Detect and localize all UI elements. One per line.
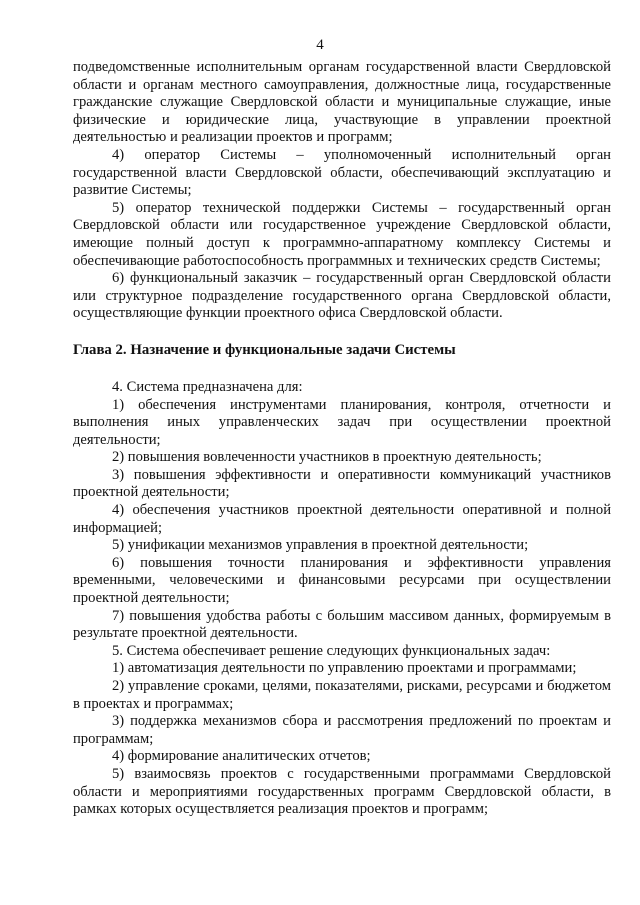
paragraph: 7) повышения удобства работы с большим массивом данных, формируемым в результате проектной деятельности. [73, 607, 611, 642]
paragraph: 4) обеспечения участников проектной деятельности оперативной и полной информацией; [73, 502, 611, 536]
paragraph: 1) обеспечения инструментами планирования, контроля, отчетности и выполнения иных управленческих задач при осуществлении проектной деятельности; [73, 396, 611, 448]
paragraph: 5. Система обеспечивает решение следующих функциональных задач: [112, 642, 551, 659]
chapter-heading: Глава 2. Назначение и функциональные задачи Системы [73, 341, 456, 358]
paragraph: 6) повышения точности планирования и эффективности управления временными, человеческими и финансовыми ресурсами при осуществлении проектной деятельности; [73, 554, 611, 607]
paragraph: 5) унификации механизмов управления в проектной деятельности; [112, 537, 529, 554]
paragraph: 6) функциональный заказчик – государственный орган Свердловской области или структурное подразделение государственного органа Свердловской области, осуществляющие функции проектного офиса Свердловской области. [73, 270, 611, 322]
paragraph: 1) автоматизация деятельности по управлению проектами и программами; [112, 660, 577, 677]
paragraph: 3) поддержка механизмов сбора и рассмотрения предложений по проектам и программам; [73, 713, 611, 747]
paragraph: 4) формирование аналитических отчетов; [112, 748, 371, 765]
paragraph: 5) оператор технической поддержки Системы – государственный орган Свердловской области или государственное учреждение Свердловской области, имеющие полный доступ к программно-аппаратному комплексу Системы и обеспечивающие работоспособность программных и технических средств Системы; [73, 199, 611, 269]
paragraph: 2) повышения вовлеченности участников в проектную деятельность; [112, 449, 542, 466]
paragraph: 5) взаимосвязь проектов с государственными программами Свердловской области и мероприятиями государственных программ Свердловской области, в рамках которых осуществляется реализация проектов и программ; [73, 765, 611, 818]
document-body [73, 59, 611, 819]
paragraph: 4. Система предназначена для: [112, 378, 303, 395]
paragraph: 3) повышения эффективности и оперативности коммуникаций участников проектной деятельности; [73, 466, 611, 501]
paragraph: подведомственные исполнительным органам государственной власти Свердловской области и органам местного самоуправления, должностные лица, государственные гражданские служащие Свердловской области и муниципальные служащие, иные физические и юридические лица, участвующие в управлении проектной деятельностью и реализации проектов и программ; [73, 59, 611, 146]
page-number: 4 [316, 37, 324, 53]
paragraph: 4) оператор Системы – уполномоченный исполнительный орган государственной власти Свердловской области, обеспечивающий эксплуатацию и развитие Системы; [73, 146, 611, 199]
paragraph: 2) управление сроками, целями, показателями, рисками, ресурсами и бюджетом в проектах и программах; [73, 678, 611, 712]
